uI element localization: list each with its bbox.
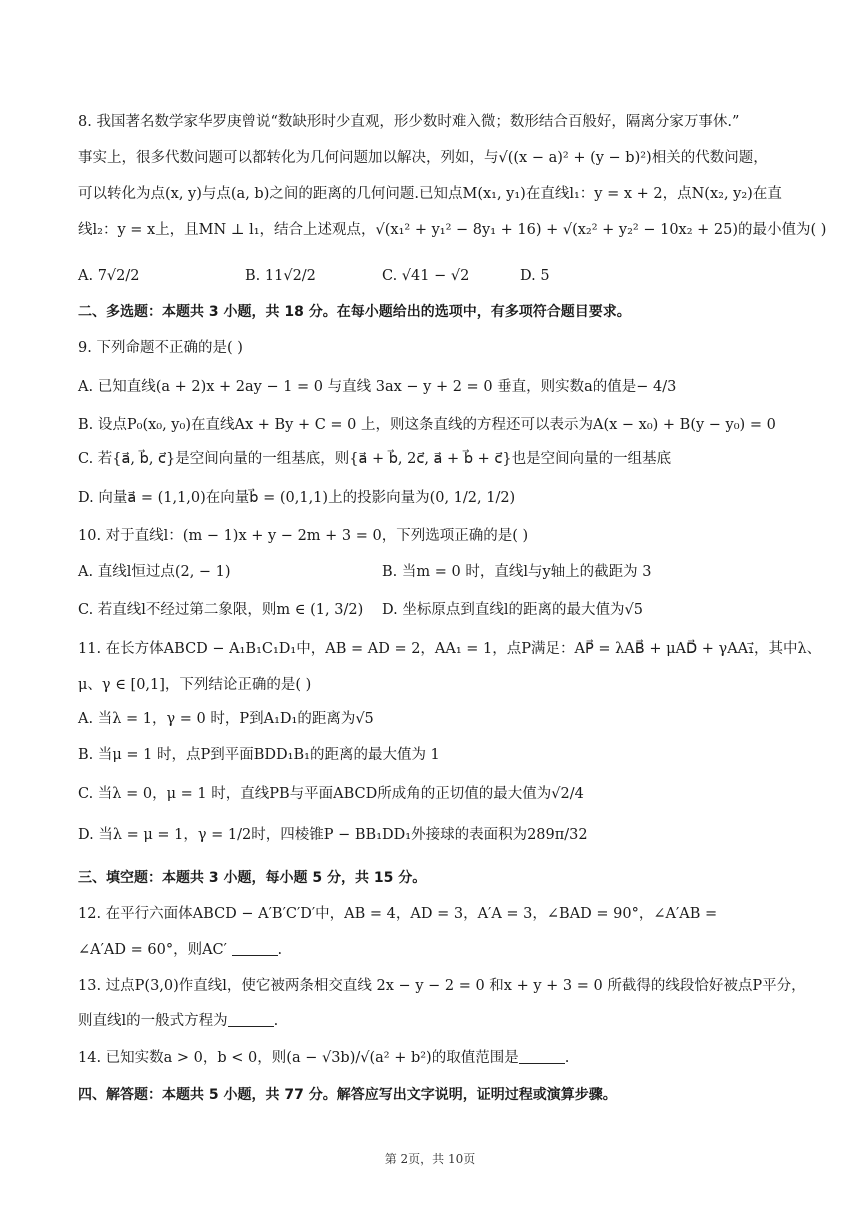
q8-line-3: 可以转化为点(x, y)与点(a, b)之间的距离的几何问题.已知点M(x₁, y₁)在直线l₁：y = x + 2，点N(x₂, y₂)在直 — [78, 186, 782, 202]
q10-option-c: C. 若直线l不经过第二象限，则m ∈ (1, 3/2) — [78, 602, 364, 618]
q11-line-1: 11. 在长方体ABCD − A₁B₁C₁D₁中，AB = AD = 2，AA₁ = 1，点P满足：AP⃗ = λAB⃗ + μAD⃗ + γAA₁⃗，其中λ、 — [78, 641, 822, 657]
q11-option-a: A. 当λ = 1，γ = 0 时，P到A₁D₁的距离为√5 — [78, 711, 374, 727]
q9-option-a: A. 已知直线(a + 2)x + 2ay − 1 = 0 与直线 3ax − y + 2 = 0 垂直，则实数a的值是− 4/3 — [78, 379, 677, 395]
q14-line — [78, 1048, 569, 1068]
q13-line-2 — [78, 1011, 278, 1031]
q12-tail: . — [277, 942, 283, 958]
q11-option-c: C. 当λ = 0，μ = 1 时，直线PB与平面ABCD所成角的正切值的最大值为√2/4 — [78, 786, 584, 802]
q12-text: ∠A′AD = 60°，则AC′ — [78, 942, 232, 958]
q14-answer-blank[interactable] — [519, 1049, 565, 1064]
q8-line-4: 线l₂：y = x上，且MN ⊥ l₁，结合上述观点，√(x₁² + y₁² − 8y₁ + 16) + √(x₂² + y₂² − 10x₂ + 25)的最小值为( ) — [78, 222, 827, 238]
q9-option-c: C. 若{a⃗, b⃗, c⃗}是空间向量的一组基底，则{a⃗ + b⃗, 2c⃗, a⃗ + b⃗ + c⃗}也是空间向量的一组基底 — [78, 451, 672, 467]
q12-line-2 — [78, 940, 282, 960]
q8-option-a: A. 7√2/2 — [78, 268, 140, 284]
q10-option-b: B. 当m = 0 时，直线l与y轴上的截距为 3 — [382, 564, 652, 580]
q14-text: 14. 已知实数a > 0，b < 0，则(a − √3b)/√(a² + b²)的取值范围是 — [78, 1050, 519, 1066]
q10-option-d: D. 坐标原点到直线l的距离的最大值为√5 — [382, 602, 643, 618]
q9-stem: 9. 下列命题不正确的是( ) — [78, 340, 243, 356]
q9-option-d: D. 向量a⃗ = (1,1,0)在向量b⃗ = (0,1,1)上的投影向量为(0, 1/2, 1/2) — [78, 490, 516, 506]
q8-option-b: B. 11√2/2 — [245, 268, 316, 284]
q14-tail: . — [564, 1050, 570, 1066]
q13-answer-blank[interactable] — [228, 1012, 274, 1027]
q8-line-2: 事实上，很多代数问题可以都转化为几何问题加以解决，列如，与√((x − a)² + (y − b)²)相关的代数问题， — [78, 150, 768, 166]
q10-option-a: A. 直线l恒过点(2, − 1) — [78, 564, 231, 580]
q11-option-b: B. 当μ = 1 时，点P到平面BDD₁B₁的距离的最大值为 1 — [78, 747, 440, 763]
q8-option-c: C. √41 − √2 — [382, 268, 470, 284]
q8-line-1: 8. 我国著名数学家华罗庚曾说“数缺形时少直观，形少数时难入微；数形结合百般好，隔离分家万事休.” — [78, 114, 740, 130]
section-2-heading: 二、多选题：本题共 3 小题，共 18 分。在每小题给出的选项中，有多项符合题目要求。 — [78, 304, 631, 320]
q13-line-1: 13. 过点P(3,0)作直线l，使它被两条相交直线 2x − y − 2 = 0 和x + y + 3 = 0 所截得的线段恰好被点P平分， — [78, 978, 806, 994]
page-footer: 第 2页，共 10页 — [384, 1152, 476, 1166]
q11-option-d: D. 当λ = μ = 1，γ = 1/2时，四棱锥P − BB₁DD₁外接球的表面积为289π/32 — [78, 827, 588, 843]
section-4-heading: 四、解答题：本题共 5 小题，共 77 分。解答应写出文字说明，证明过程或演算步骤。 — [78, 1087, 617, 1103]
q11-line-2: μ、γ ∈ [0,1]，下列结论正确的是( ) — [78, 677, 312, 693]
section-3-heading: 三、填空题：本题共 3 小题，每小题 5 分，共 15 分。 — [78, 870, 427, 886]
q9-option-b: B. 设点P₀(x₀, y₀)在直线Ax + By + C = 0 上，则这条直线的方程还可以表示为A(x − x₀) + B(y − y₀) = 0 — [78, 417, 776, 433]
q13-tail: . — [273, 1013, 279, 1029]
q12-line-1: 12. 在平行六面体ABCD − A′B′C′D′中，AB = 4，AD = 3，A′A = 3，∠BAD = 90°，∠A′AB = — [78, 906, 718, 922]
q8-option-d: D. 5 — [520, 268, 550, 284]
q13-text: 则直线l的一般式方程为 — [78, 1013, 228, 1029]
q10-stem: 10. 对于直线l：(m − 1)x + y − 2m + 3 = 0，下列选项正确的是( ) — [78, 528, 529, 544]
q12-answer-blank[interactable] — [232, 941, 278, 956]
